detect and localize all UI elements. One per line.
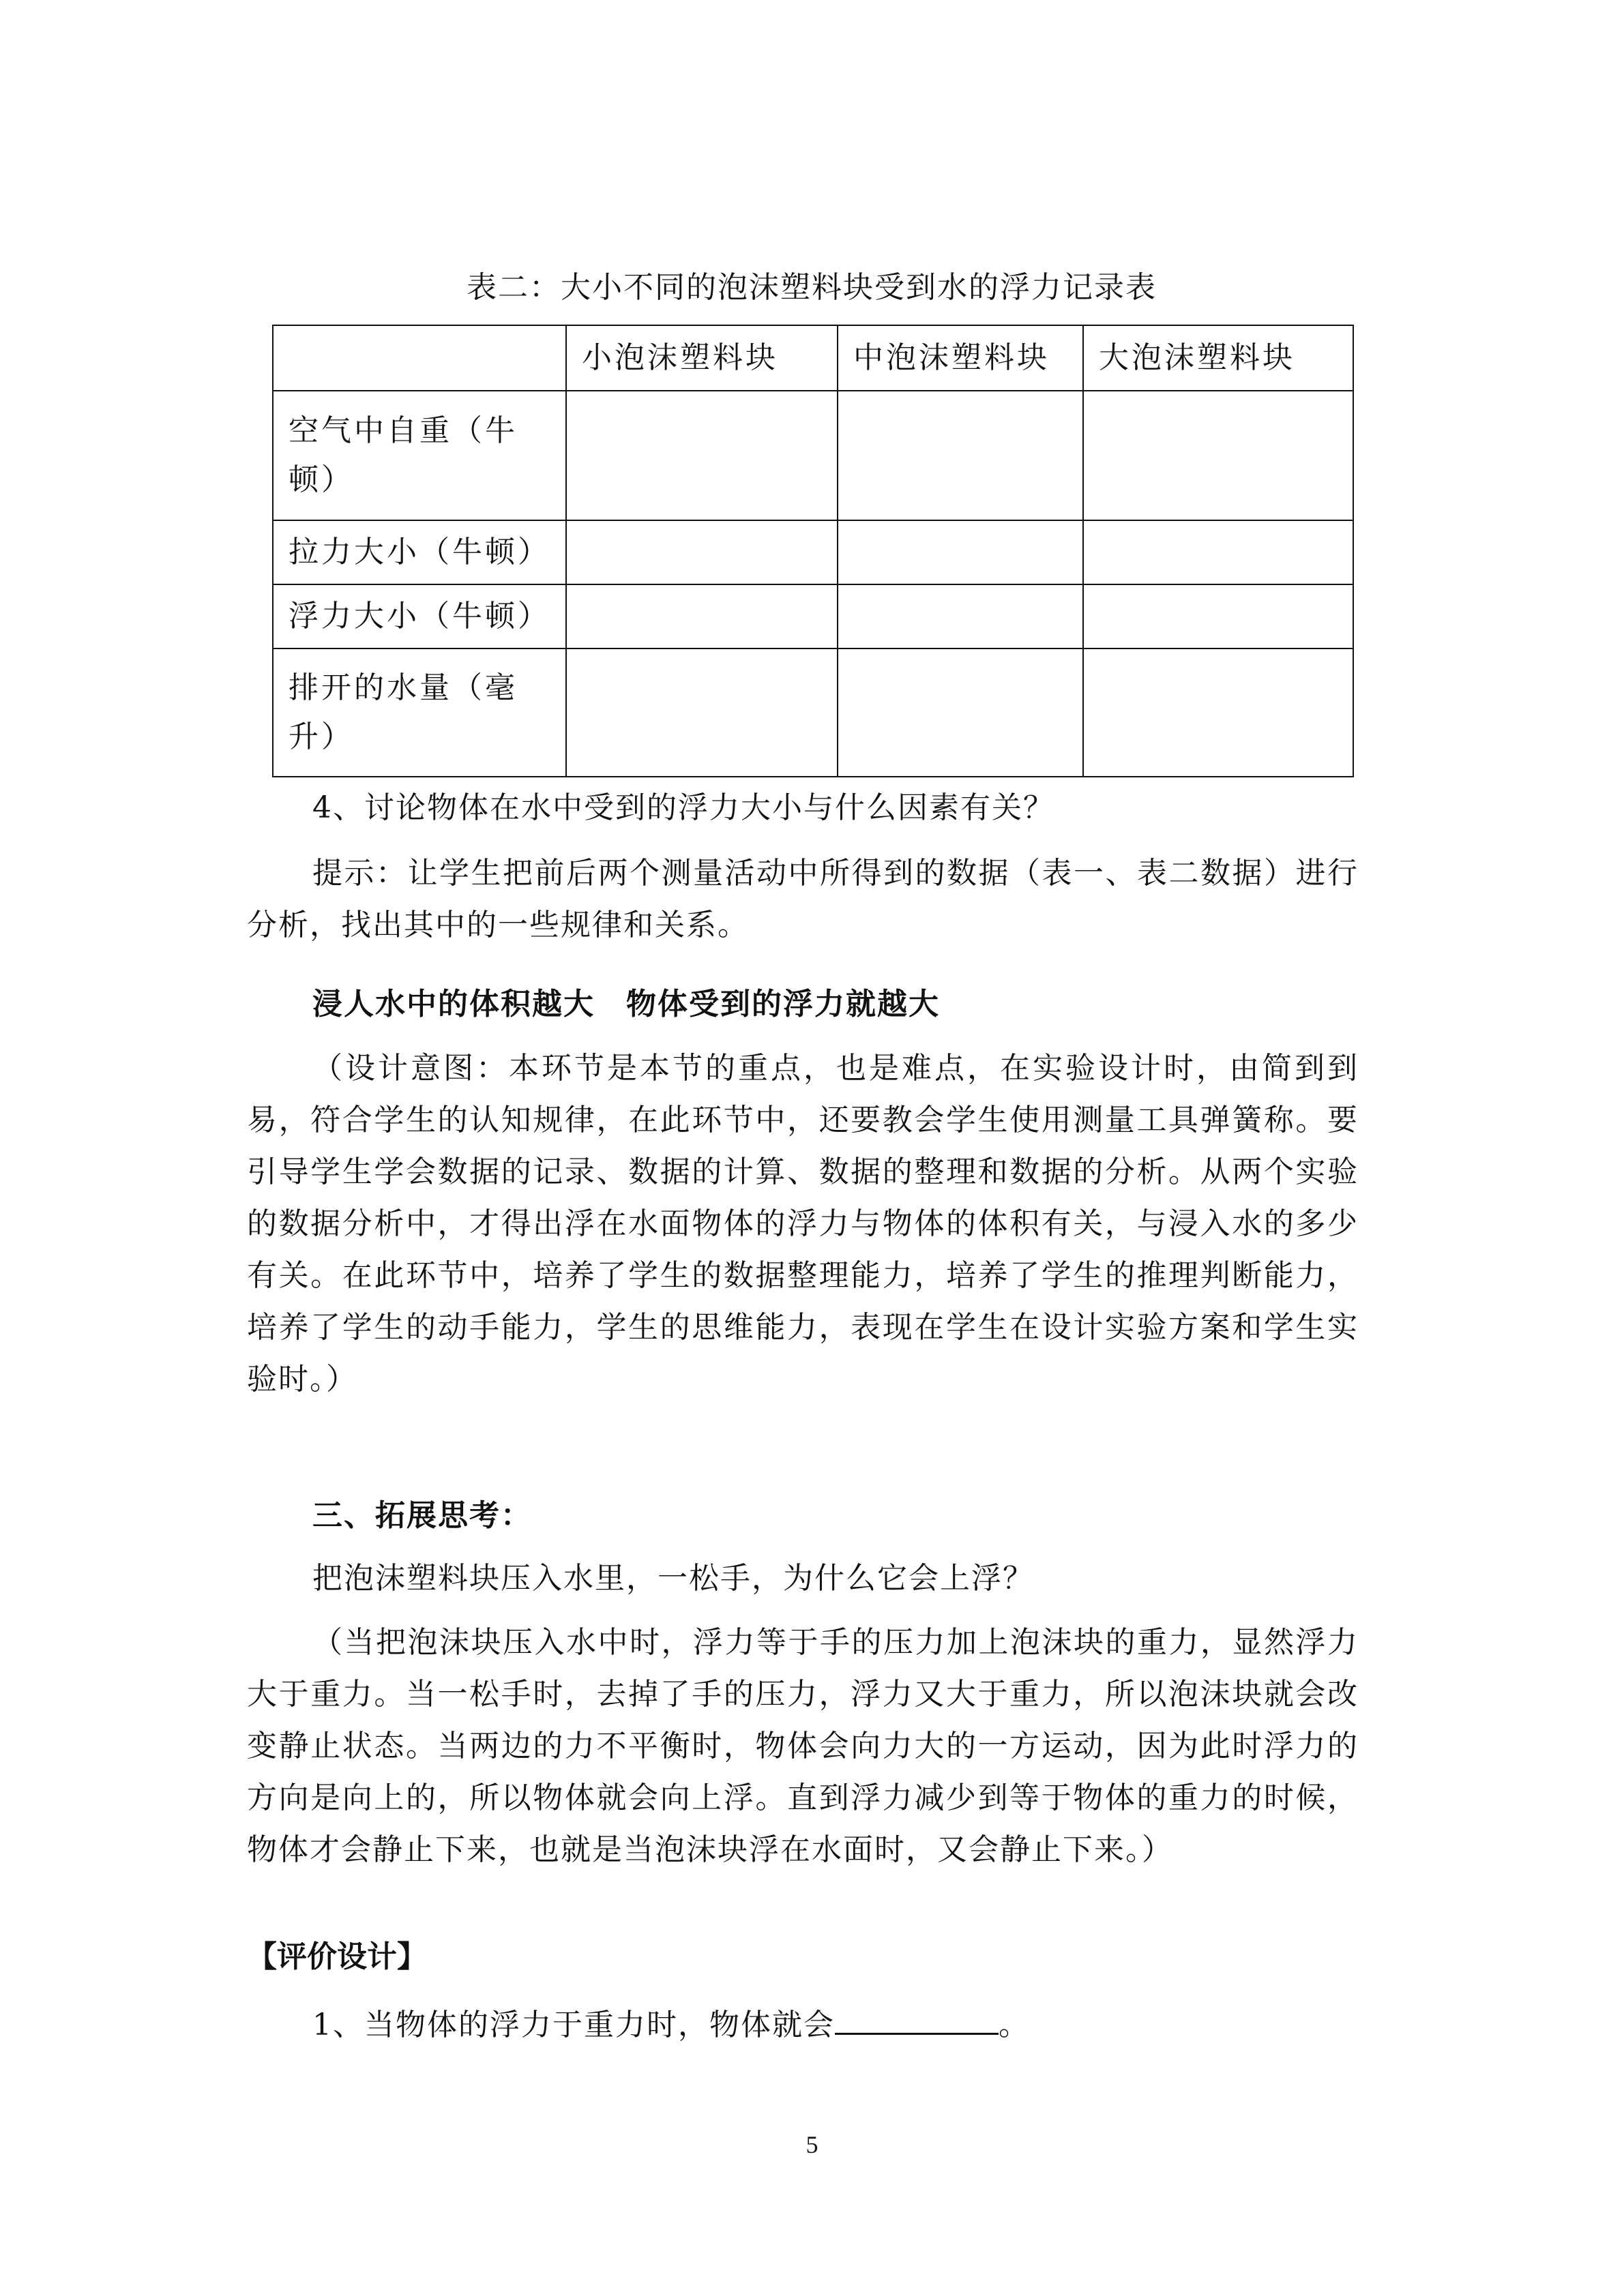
- table-cell: [1083, 584, 1353, 648]
- item-4-text: 4、讨论物体在水中受到的浮力大小与什么因素有关？: [312, 790, 1054, 825]
- table-header-row: [273, 325, 1353, 391]
- page-number: 5: [806, 2131, 818, 2158]
- row-label: 空气中自重（牛顿）: [273, 391, 566, 520]
- table-cell: [838, 584, 1083, 648]
- table-header-cell: 大泡沫塑料块: [1083, 325, 1353, 391]
- evaluation-heading: 【评价设计】: [247, 1939, 427, 1974]
- table-cell: [838, 391, 1083, 520]
- evaluation-item-1: [247, 1999, 1359, 2051]
- table-header-cell: 小泡沫塑料块: [566, 325, 838, 391]
- table-cell: [566, 648, 838, 777]
- table-header-cell: [273, 325, 566, 391]
- row-label: 排开的水量（毫升）: [273, 648, 566, 777]
- table-row: [273, 648, 1353, 777]
- table-row: [273, 520, 1353, 584]
- conclusion-text: 浸人水中的体积越大 物体受到的浮力就越大: [312, 987, 940, 1022]
- table-cell: [838, 520, 1083, 584]
- table-cell: [1083, 648, 1353, 777]
- table-cell: [838, 648, 1083, 777]
- table-caption: 表二：大小不同的泡沫塑料块受到水的浮力记录表: [467, 270, 1157, 305]
- question-text: 把泡沫塑料块压入水里，一松手，为什么它会上浮？: [312, 1561, 1034, 1596]
- answer-blank[interactable]: [835, 2003, 999, 2035]
- evaluation-item-1-text: 1、当物体的浮力于重力时，物体就会: [312, 2008, 835, 2042]
- row-label: 浮力大小（牛顿）: [273, 584, 566, 648]
- table-cell: [566, 391, 838, 520]
- section-3-heading: 三、拓展思考：: [312, 1498, 532, 1533]
- table-row: [273, 391, 1353, 520]
- row-label: 拉力大小（牛顿）: [273, 520, 566, 584]
- explanation-paragraph: （当把泡沫块压入水中时，浮力等于手的压力加上泡沫块的重力，显然浮力大于重力。当一松手时，去掉了手的压力，浮力又大于重力，所以泡沫块就会改变静止状态。当两边的力不平衡时，物体会向力大的一方运动，因为此时浮力的方向是向上的，所以物体就会向上浮。直到浮力减少到等于物体的重力的时候，物体才会静止下来，也就是当泡沫块浮在水面时，又会静止下来。）: [247, 1625, 1359, 1867]
- hint-paragraph: 提示：让学生把前后两个测量活动中所得到的数据（表一、表二数据）进行分析，找出其中的一些规律和关系。: [247, 856, 1359, 942]
- table-cell: [566, 520, 838, 584]
- buoyancy-record-table: [272, 325, 1354, 777]
- design-intent-paragraph: （设计意图：本环节是本节的重点，也是难点，在实验设计时，由简到到易，符合学生的认知规律，在此环节中，还要教会学生使用测量工具弹簧称。要引导学生学会数据的记录、数据的计算、数据的整理和数据的分析。从两个实验的数据分析中，才得出浮在水面物体的浮力与物体的体积有关，与浸入水的多少有关。在此环节中，培养了学生的数据整理能力，培养了学生的推理判断能力，培养了学生的动手能力，学生的思维能力，表现在学生在设计实验方案和学生实验时。）: [247, 1051, 1359, 1397]
- evaluation-item-1-end: 。: [999, 2008, 1030, 2042]
- table-cell: [566, 584, 838, 648]
- table-cell: [1083, 391, 1353, 520]
- table-cell: [1083, 520, 1353, 584]
- table-row: [273, 584, 1353, 648]
- table-header-cell: 中泡沫塑料块: [838, 325, 1083, 391]
